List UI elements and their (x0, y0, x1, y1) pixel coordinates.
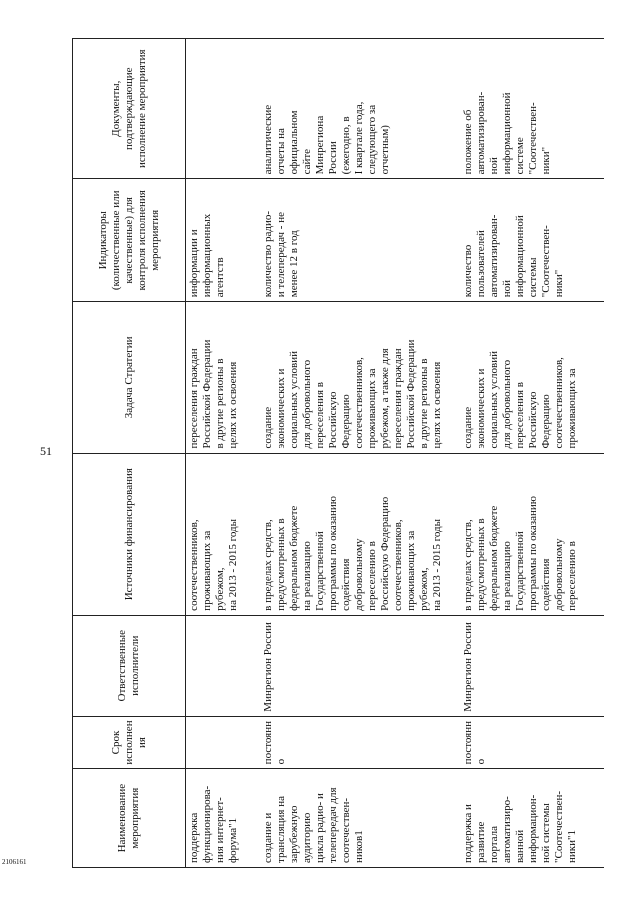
row-deadline: постоянно (262, 720, 287, 765)
row-task: создание экономических и социальных условий для добровольного переселения в Российскую Федерацию соотечественников, проживающих за рубежом, а также для переселения граждан Российской Федерации в другие регионы в целях их освоения (262, 339, 443, 449)
header-indicators: Индикаторы (количественные или качественные) для контроля исполнения мероприятия (73, 179, 186, 302)
row-task: переселения граждан Российской Федерации в другие регионы в целях их освоения (188, 339, 239, 449)
row-indicators: количество радио- и телепередач - не менее 12 в год (262, 210, 300, 298)
table-row (186, 39, 261, 868)
header-funding: Источники финансирования (73, 453, 186, 615)
header-name: Наименование мероприятия (73, 769, 186, 868)
row-task: создание экономических и социальных условий для добровольного переселения в Российскую Федерацию соотечественников, проживающих за (462, 351, 578, 449)
row-responsible: Минрегион России (462, 622, 474, 712)
rotated-table-container (72, 38, 602, 868)
row-name: создание и трансляция на зарубежную аудиторию цикла радио- и телепередач для соотечествен- ников1 (262, 787, 365, 863)
measures-table (72, 38, 604, 868)
row-funding: в пределах средств, предусмотренных в федеральном бюджете на реализацию Государственной программы по оказанию содействия добровольному переселению в (462, 496, 578, 611)
row-name: поддержка функционирова- ния интернет- форума"1 (188, 785, 239, 863)
table-row (260, 39, 460, 868)
table-row (460, 39, 604, 868)
header-task: Задача Стратегии (73, 302, 186, 453)
row-documents: положение об автоматизирован- ной информационной системе "Соотечествен- ники" (462, 91, 552, 175)
row-documents: аналитические отчеты на официальном сайте Минрегиона России (ежегодно, в I квартале года, следующего за отчетным) (262, 101, 391, 175)
document-code: 2106161 (2, 858, 27, 866)
row-funding: в пределах средств, предусмотренных в федеральном бюджете на реализацию Государственной программы по оказанию содействия добровольному переселению в Российскую Федерацию соотечественников, проживающих за рубежом, на 2013 - 2015 годы (262, 496, 443, 611)
row-responsible: Минрегион России (262, 622, 274, 712)
page-number: 51 (40, 444, 52, 458)
header-deadline: Срок исполнения (73, 716, 186, 769)
row-indicators: информации и информационных агентств (188, 213, 226, 298)
row-indicators: количество пользователей автоматизирован- ной информационной системы "Соотечествен- ники" (462, 214, 565, 298)
row-deadline: постоянно (462, 720, 487, 765)
row-funding: соотечественников, проживающих за рубежом, на 2013 - 2015 годы (188, 518, 239, 611)
header-responsible: Ответственные исполнители (73, 615, 186, 716)
row-name: поддержка и развитие портала автоматизиро- ванной информацион- ной системы "Соотечествен- ники"1 (462, 790, 578, 863)
table-header-row (73, 39, 186, 868)
header-documents: Документы, подтверждающие исполнение мероприятия (73, 39, 186, 179)
